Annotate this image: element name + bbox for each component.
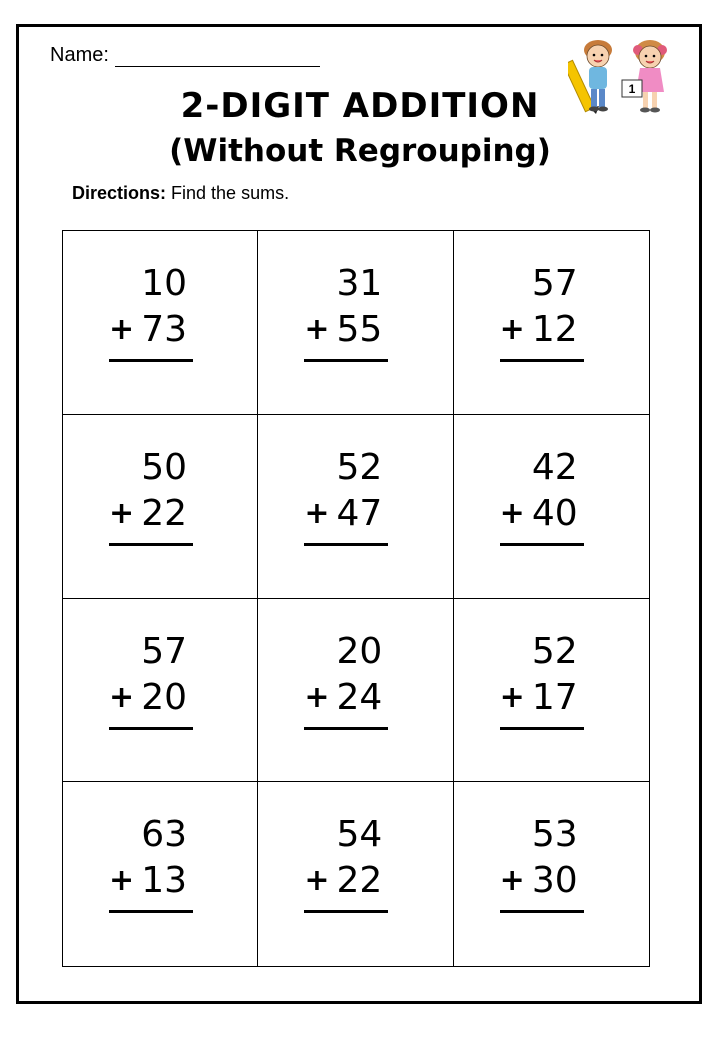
problem-cell[interactable] xyxy=(454,782,649,966)
problem-cell[interactable] xyxy=(63,782,258,966)
answer-line xyxy=(500,359,584,362)
addend-bottom: 24 xyxy=(336,676,383,718)
addend-top: 57 xyxy=(531,263,578,304)
addend-bottom: 40 xyxy=(531,492,578,534)
addition-problem xyxy=(109,261,193,362)
problem-cell[interactable] xyxy=(63,599,258,783)
name-label: Name: xyxy=(50,44,109,66)
name-field[interactable] xyxy=(115,46,320,67)
addend-top: 54 xyxy=(336,814,383,856)
addend-top: 52 xyxy=(531,630,578,672)
answer-line xyxy=(109,727,193,730)
problem-cell[interactable] xyxy=(63,415,258,599)
plus-sign: + xyxy=(499,863,525,899)
addition-problem xyxy=(500,261,584,362)
addend-top: 31 xyxy=(336,263,383,304)
plus-sign: + xyxy=(109,679,135,715)
problem-cell[interactable] xyxy=(258,231,453,415)
addition-problem xyxy=(500,812,584,913)
answer-line xyxy=(304,359,388,362)
addition-problem xyxy=(304,812,388,913)
plus-sign: + xyxy=(499,312,525,347)
card-number: 1 xyxy=(628,82,636,96)
addition-problem xyxy=(109,445,193,546)
addition-problem xyxy=(109,812,193,913)
addition-problem xyxy=(500,445,584,546)
problem-cell[interactable] xyxy=(258,599,453,783)
addition-problem xyxy=(304,445,388,546)
addend-bottom: 22 xyxy=(336,860,383,902)
addend-top: 50 xyxy=(141,446,187,488)
problem-cell[interactable] xyxy=(454,415,649,599)
addend-bottom: 73 xyxy=(141,309,187,350)
addition-problem xyxy=(500,629,584,730)
plus-sign: + xyxy=(109,495,135,531)
directions-label: Directions: xyxy=(72,183,167,203)
addition-problem xyxy=(304,261,388,362)
answer-line xyxy=(304,543,388,546)
addend-bottom: 30 xyxy=(531,860,578,902)
answer-line xyxy=(500,727,584,730)
addend-top: 10 xyxy=(141,263,187,304)
answer-line xyxy=(109,910,193,913)
addend-top: 42 xyxy=(531,446,578,488)
plus-sign: + xyxy=(304,495,330,531)
addend-top: 57 xyxy=(141,630,187,672)
answer-line xyxy=(109,543,193,546)
problem-cell[interactable] xyxy=(454,599,649,783)
addend-top: 52 xyxy=(336,446,383,488)
problem-cell[interactable] xyxy=(258,782,453,966)
addend-top: 20 xyxy=(336,630,383,672)
plus-sign: + xyxy=(499,679,525,715)
problem-grid xyxy=(62,230,650,967)
addend-bottom: 55 xyxy=(336,309,383,350)
answer-line xyxy=(109,359,193,362)
addend-bottom: 47 xyxy=(336,492,383,534)
plus-sign: + xyxy=(109,312,135,347)
addend-bottom: 22 xyxy=(141,492,187,534)
worksheet-subtitle: (Without Regrouping) xyxy=(169,133,551,169)
answer-line xyxy=(304,910,388,913)
addend-top: 53 xyxy=(531,814,578,856)
plus-sign: + xyxy=(304,679,330,715)
addition-problem xyxy=(109,629,193,730)
answer-line xyxy=(500,910,584,913)
addend-bottom: 17 xyxy=(531,676,578,718)
addend-bottom: 12 xyxy=(531,309,578,350)
problem-cell[interactable] xyxy=(258,415,453,599)
addition-problem xyxy=(304,629,388,730)
directions-text: Find the sums. xyxy=(166,183,290,203)
addend-top: 63 xyxy=(141,814,187,856)
addend-bottom: 20 xyxy=(141,676,187,718)
problem-cell[interactable] xyxy=(454,231,649,415)
plus-sign: + xyxy=(304,863,330,899)
plus-sign: + xyxy=(499,495,525,531)
plus-sign: + xyxy=(304,312,330,347)
addend-bottom: 13 xyxy=(141,860,187,902)
problem-cell[interactable] xyxy=(63,231,258,415)
answer-line xyxy=(500,543,584,546)
worksheet-title: 2-DIGIT ADDITION xyxy=(180,86,540,126)
plus-sign: + xyxy=(109,863,135,899)
answer-line xyxy=(304,727,388,730)
directions xyxy=(72,183,289,204)
name-row xyxy=(50,44,320,67)
